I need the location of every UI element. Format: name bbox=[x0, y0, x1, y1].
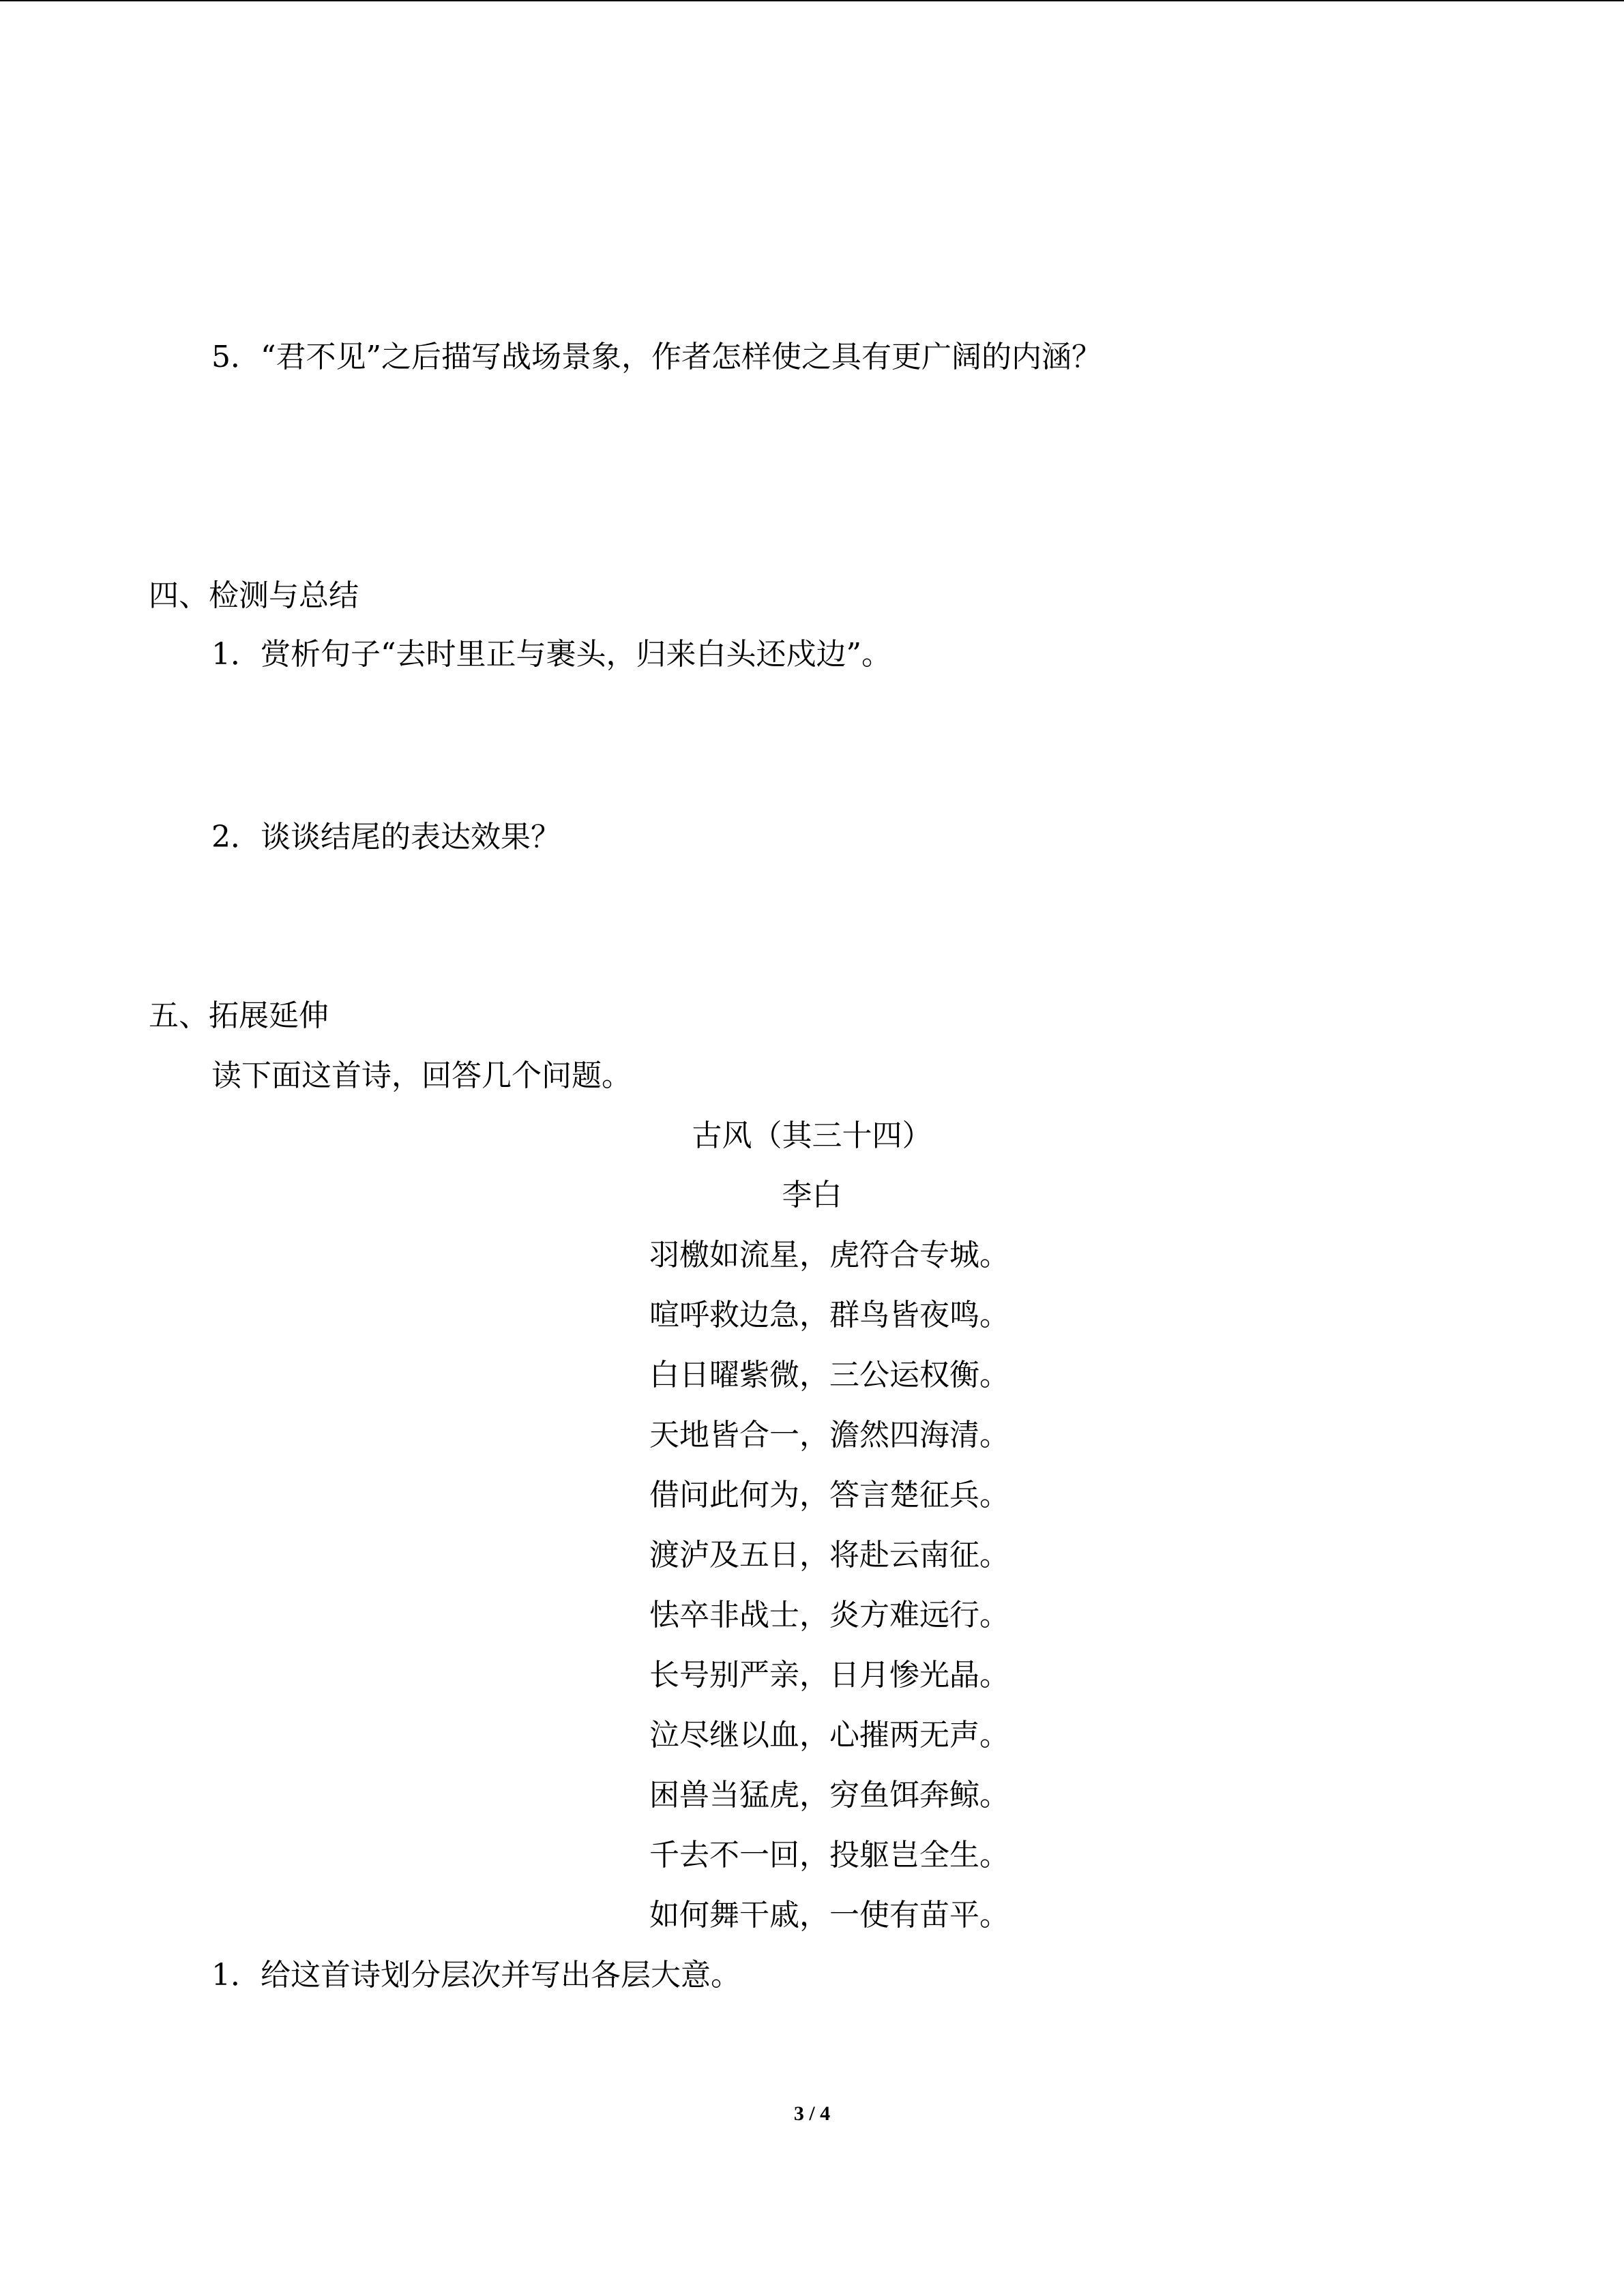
poem-line: 喧呼救边急，群鸟皆夜鸣。 bbox=[649, 1298, 1009, 1332]
poem-line: 千去不一回，投躯岂全生。 bbox=[649, 1838, 1009, 1873]
poem-line: 如何舞干戚，一使有苗平。 bbox=[649, 1898, 1009, 1933]
poem-line: 渡泸及五日，将赴云南征。 bbox=[649, 1538, 1009, 1572]
poem-line: 借问此何为，答言楚征兵。 bbox=[649, 1478, 1009, 1512]
section-5-heading: 五、拓展延伸 bbox=[149, 998, 329, 1033]
page-number: 3 / 4 bbox=[793, 2102, 831, 2125]
section-4-question-1: 1．赏析句子“去时里正与裹头，归来白头还戍边”。 bbox=[211, 637, 891, 672]
section-5-intro: 读下面这首诗，回答几个问题。 bbox=[211, 1058, 632, 1093]
poem-line: 长号别严亲，日月惨光晶。 bbox=[649, 1658, 1009, 1693]
poem-line: 天地皆合一，澹然四海清。 bbox=[649, 1418, 1009, 1452]
poem-line: 怯卒非战士，炎方难远行。 bbox=[649, 1598, 1009, 1632]
section-4-question-2: 2．谈谈结尾的表达效果？ bbox=[211, 820, 561, 854]
poem-author: 李白 bbox=[782, 1178, 842, 1212]
top-border bbox=[0, 0, 1624, 1]
question-5: 5．“君不见”之后描写战场景象，作者怎样使之具有更广阔的内涵？ bbox=[211, 340, 1102, 374]
poem-line: 白日曜紫微，三公运权衡。 bbox=[649, 1358, 1009, 1392]
poem-line: 泣尽继以血，心摧两无声。 bbox=[649, 1718, 1009, 1753]
poem-line: 羽檄如流星，虎符合专城。 bbox=[649, 1238, 1009, 1272]
poem-line: 困兽当猛虎，穷鱼饵奔鲸。 bbox=[649, 1778, 1009, 1813]
section-5-question-1: 1．给这首诗划分层次并写出各层大意。 bbox=[211, 1958, 741, 1993]
section-4-heading: 四、检测与总结 bbox=[149, 578, 359, 613]
poem-title: 古风（其三十四） bbox=[692, 1118, 932, 1153]
